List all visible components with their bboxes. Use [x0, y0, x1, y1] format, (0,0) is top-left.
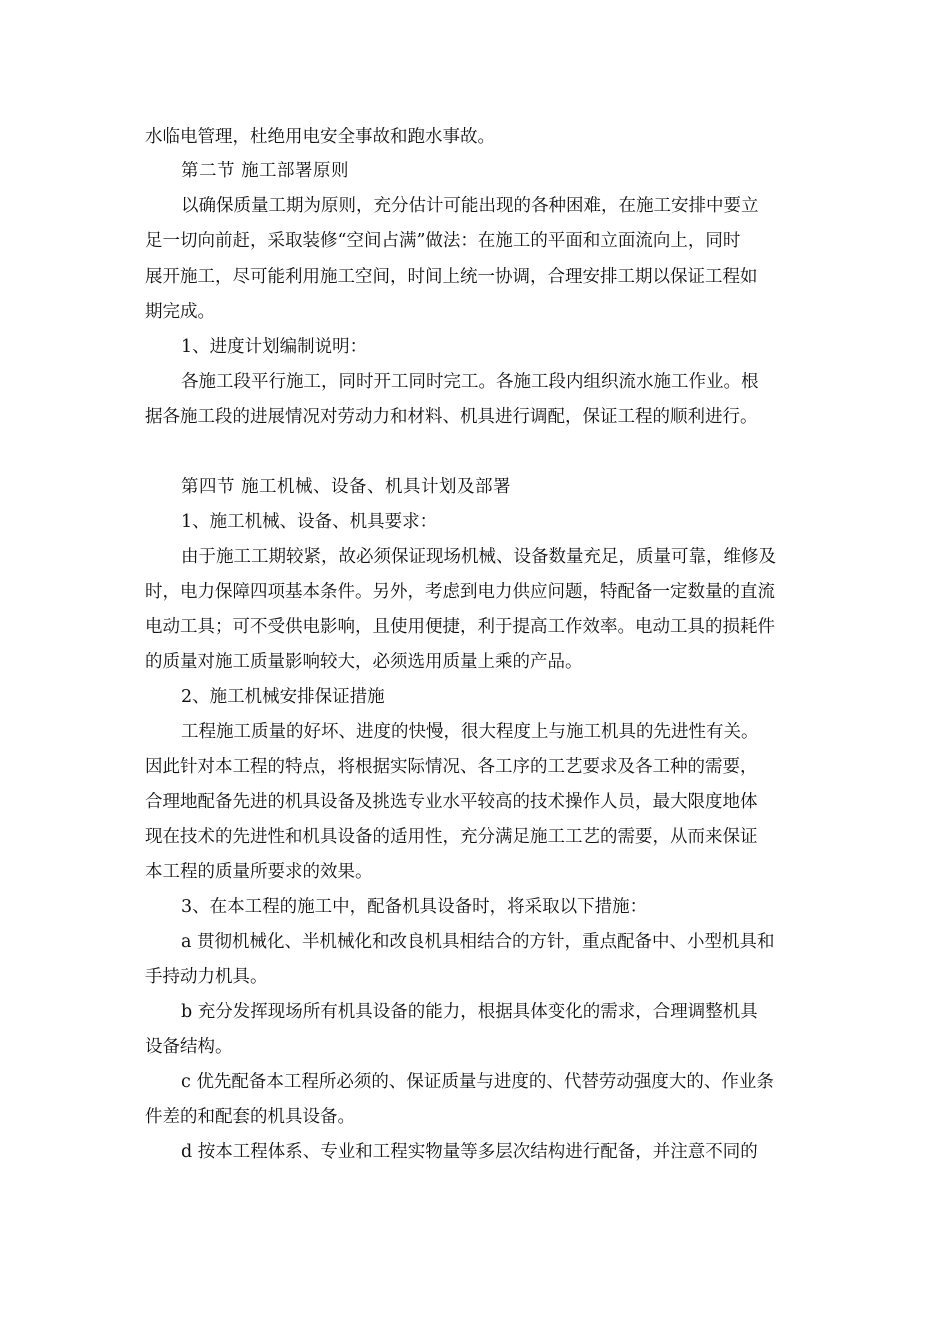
paragraph-line: 设备结构。	[145, 1037, 233, 1057]
paragraph-line: 以确保质量工期为原则，充分估计可能出现的各种困难，在施工安排中要立	[181, 196, 759, 216]
paragraph-line: b 充分发挥现场所有机具设备的能力，根据具体变化的需求，合理调整机具	[181, 1002, 758, 1022]
paragraph-line: 电动工具；可不受供电影响，且使用便捷，利于提高工作效率。电动工具的损耗件	[145, 617, 775, 637]
paragraph-line: 据各施工段的进展情况对劳动力和材料、机具进行调配，保证工程的顺利进行。	[145, 407, 758, 427]
section-heading: 第二节 施工部署原则	[181, 161, 350, 181]
paragraph-line: c 优先配备本工程所必须的、保证质量与进度的、代替劳动强度大的、作业条	[181, 1072, 774, 1092]
paragraph-line: 由于施工工期较紧，故必须保证现场机械、设备数量充足，质量可靠，维修及	[181, 547, 776, 567]
paragraph-line: 各施工段平行施工，同时开工同时完工。各施工段内组织流水施工作业。根	[181, 372, 759, 392]
paragraph-line: 工程施工质量的好坏、进度的快慢，很大程度上与施工机具的先进性有关。	[181, 722, 759, 742]
paragraph-line: 件差的和配套的机具设备。	[145, 1107, 355, 1127]
paragraph-line: 足一切向前赶，采取装修“空间占满”做法：在施工的平面和立面流向上，同时	[145, 231, 741, 251]
paragraph-line: a 贯彻机械化、半机械化和改良机具相结合的方针，重点配备中、小型机具和	[181, 932, 775, 952]
paragraph-line: 现在技术的先进性和机具设备的适用性，充分满足施工工艺的需要，从而来保证	[145, 827, 758, 847]
paragraph-line: 时，电力保障四项基本条件。另外，考虑到电力供应问题，特配备一定数量的直流	[145, 582, 775, 602]
paragraph-line: d 按本工程体系、专业和工程实物量等多层次结构进行配备，并注意不同的	[181, 1142, 758, 1162]
paragraph-line: 因此针对本工程的特点，将根据实际情况、各工序的工艺要求及各工种的需要，	[145, 757, 758, 777]
subheading: 1、进度计划编制说明：	[181, 337, 368, 357]
paragraph-line: 本工程的质量所要求的效果。	[145, 862, 373, 882]
subheading: 1、施工机械、设备、机具要求：	[181, 512, 438, 532]
subheading: 2、施工机械安排保证措施	[181, 687, 385, 707]
section-heading: 第四节 施工机械、设备、机具计划及部署	[181, 477, 512, 497]
paragraph-line: 展开施工，尽可能利用施工空间，时间上统一协调，合理安排工期以保证工程如	[145, 267, 758, 287]
paragraph-line: 期完成。	[145, 302, 215, 322]
paragraph-line: 水临电管理，杜绝用电安全事故和跑水事故。	[145, 127, 495, 147]
paragraph-line: 合理地配备先进的机具设备及挑选专业水平较高的技术操作人员，最大限度地体	[145, 792, 758, 812]
paragraph-line: 手持动力机具。	[145, 967, 268, 987]
subheading: 3、在本工程的施工中，配备机具设备时，将采取以下措施：	[181, 897, 648, 917]
paragraph-line: 的质量对施工质量影响较大，必须选用质量上乘的产品。	[145, 652, 583, 672]
